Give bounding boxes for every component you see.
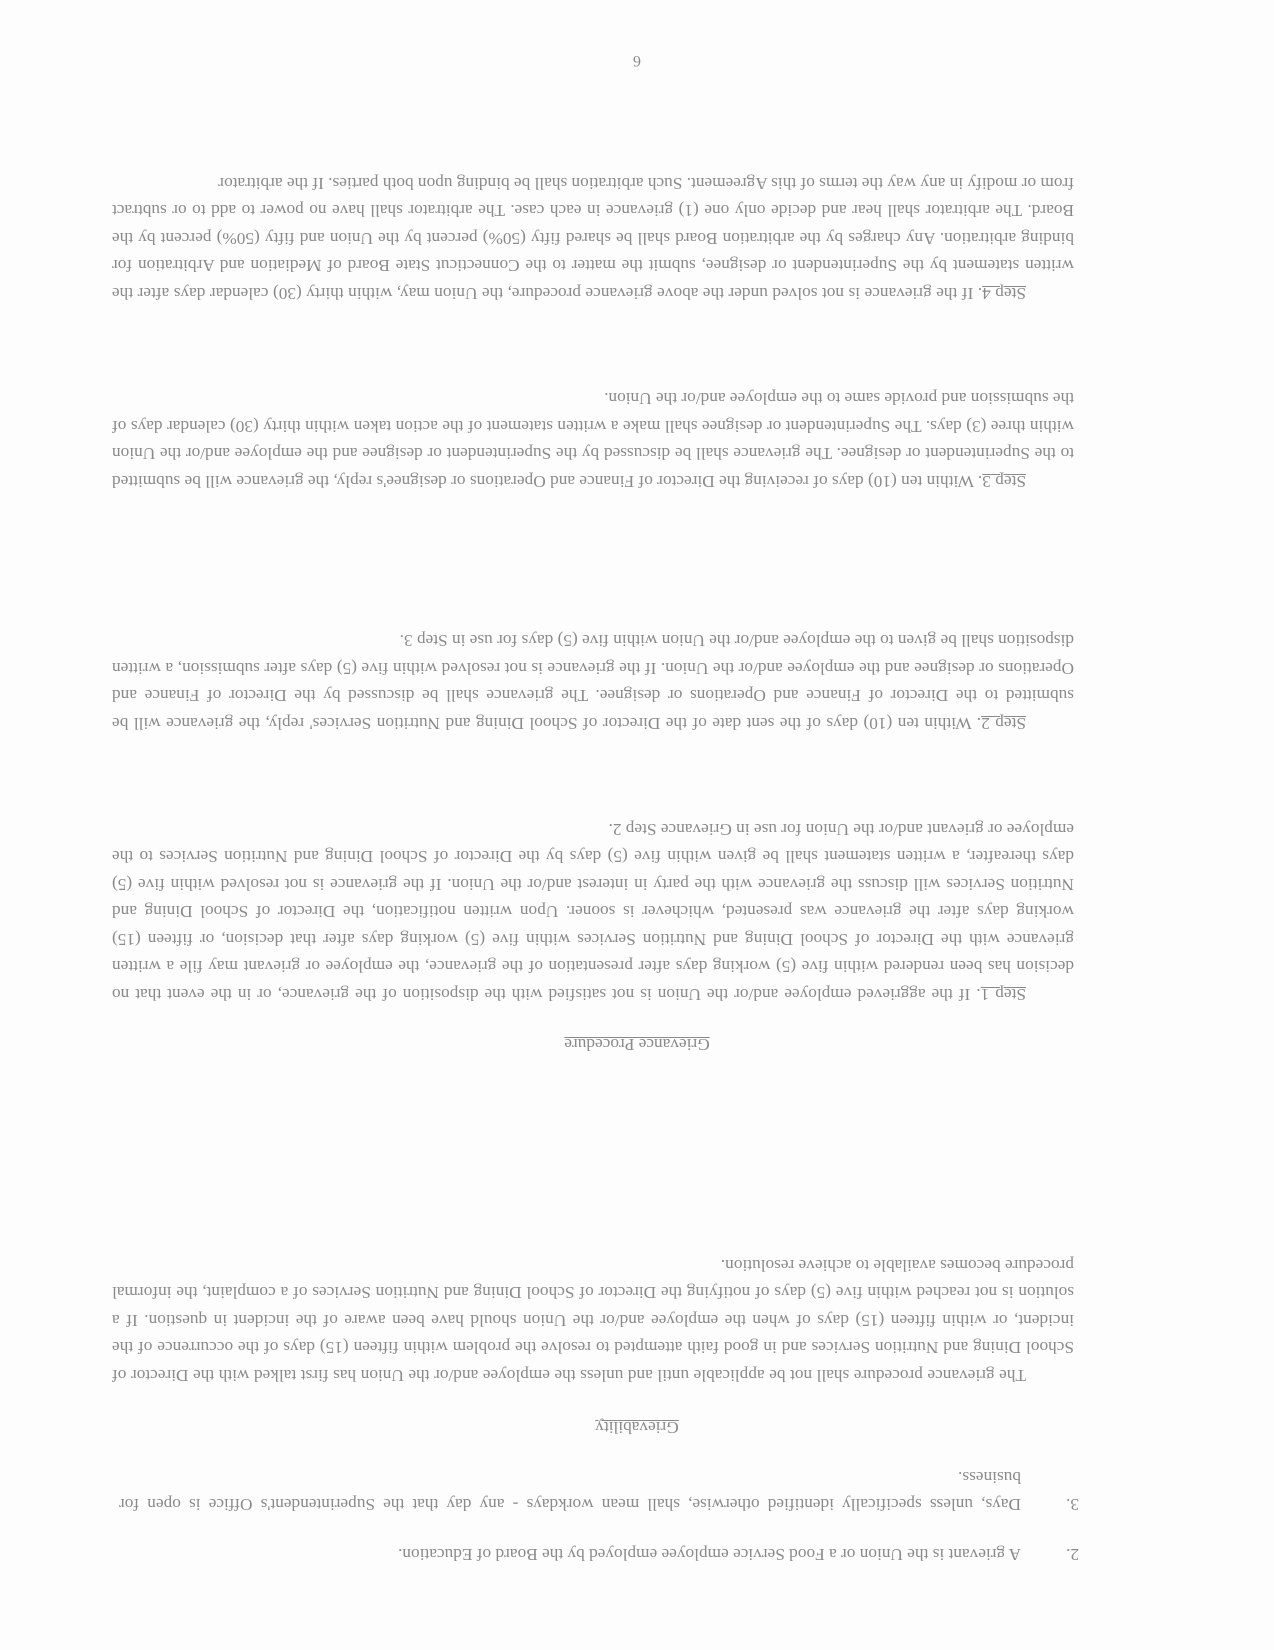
- definition-text: Days, unless specifically identified otherwise, shall mean workdays - any day that the Superintendent's Office is open for business.: [119, 1468, 1021, 1515]
- step-3-label: Step 3: [982, 472, 1026, 491]
- definition-number: 2.: [1066, 1545, 1079, 1564]
- step-2-text: Within ten (10) days of the sent date of the Director of School Dining and Nutrition Services' reply, the grievance will be submitted to the Director of Finance and Operations or designee. The grievance shall be discussed by the Director of Finance and Operations or designee and the employee and/or the Union. If the grievance is not resolved within five (5) days after submission, a written disposition shall be given to the employee and/or the Union within five (5) days for use in Step 3.: [112, 631, 1074, 733]
- grievance-procedure-heading: [0, 1033, 1274, 1055]
- definitions: [119, 1442, 1079, 1569]
- grievability-paragraph: [112, 1252, 1074, 1390]
- step-4-label: Step 4: [982, 284, 1026, 303]
- definition-text: A grievant is the Union or a Food Service employee employed by the Board of Education.: [398, 1545, 1021, 1564]
- grievability-text: The grievance procedure shall not be applicable until and unless the employee and/or the Union has first talked with the Director of School Dining and Nutrition Services and in good faith attempted to resolve the problem within fifteen (15) days of the occurrence of the incident, or within fifteen (15) days of when the employee and/or the Union should have been aware of the incident in question. If a solution is not reached within five (5) days of notifying the Director of School Dining and Nutrition Services of a complaint, the informal procedure becomes available to achieve resolution.: [112, 1256, 1074, 1385]
- definition-item: [119, 1541, 1079, 1569]
- step-4-text: If the grievance is not solved under the above grievance procedure, the Union may, within thirty (30) calendar days after the written statement by the Superintendent or designee, submit the matter to the Connecticut State Board of Mediation and Arbitration for binding arbitration. Any charges by the arbitration Board shall be shared fifty (50%) percent by the Union and fifty (50%) percent by the Board. The arbitrator shall hear and decide only one (1) grievance in each case. The arbitrator shall have no power to add to or subtract from or modify in any way the terms of this Agreement. Such arbitration shall be binding upon both parties. If the arbitrator: [112, 174, 1074, 303]
- grievability-heading-text: Grievability: [595, 1418, 679, 1437]
- step-4-paragraph: Step 4. If the grievance is not solved under the above grievance procedure, the Union may, within thirty (30) calendar days after the written statement by the Superintendent or designee, submit the matter to the Connecticut State Board of Mediation and Arbitration for binding arbitration. Any charges by the arbitration Board shall be shared fifty (50%) percent by the Union and fifty (50%) percent by the Board. The arbitrator shall hear and decide only one (1) grievance in each case. The arbitrator shall have no power to add to or subtract from or modify in any way the terms of this Agreement. Such arbitration shall be binding upon both parties. If the arbitrator: [112, 174, 1074, 303]
- page-number: 6: [633, 52, 641, 69]
- grievability-heading: [0, 1416, 1274, 1438]
- grievance-procedure-heading-text: Grievance Procedure: [564, 1035, 710, 1054]
- step-3-text: Within ten (10) days of receiving the Director of Finance and Operations or designee's reply, the grievance will be submitted to the Superintendent or designee. The grievance shall be discussed by the Superintendent or designee and the employee and/or the Union within three (3) days. The Superintendent or designee shall make a written statement of the action taken within thirty (30) calendar days of the submission and provide same to the employee and/or the Union.: [112, 389, 1074, 491]
- step-2-label: Step 2: [981, 714, 1026, 733]
- step-1-text: If the aggrieved employee and/or the Union is not satisfied with the disposition of the grievance, or in the event that no decision has been rendered within five (5) working days after presentation of the grievance, the employee or grievant may file a written grievance with the Director of School Dining and Nutrition Services within five (5) working days after that decision, or fifteen (15) working days after the grievance was presented, whichever is sooner. Upon written notification, the Director of School Dining and Nutrition Services will discuss the grievance with the party in interest and/or the Union. If the grievance is not resolved within five (5) days thereafter, a written statement shall be given within five (5) days by the Director of School Dining and Nutrition Services to the employee or grievant and/or the Union for use in Grievance Step 2.: [112, 820, 1074, 1004]
- definition-number: 3.: [1066, 1495, 1079, 1515]
- step-1-label: Step 1: [980, 985, 1026, 1004]
- step-1-paragraph: Step 1. If the aggrieved employee and/or the Union is not satisfied with the disposition of the grievance, or in the event that no decision has been rendered within five (5) working days after presentation of the grievance, the employee or grievant may file a written grievance with the Director of School Dining and Nutrition Services within five (5) working days after that decision, or fifteen (15) working days after the grievance was presented, whichever is sooner. Upon written notification, the Director of School Dining and Nutrition Services will discuss the grievance with the party in interest and/or the Union. If the grievance is not resolved within five (5) days thereafter, a written statement shall be given within five (5) days by the Director of School Dining and Nutrition Services to the employee or grievant and/or the Union for use in Grievance Step 2.: [112, 820, 1074, 1004]
- definition-item: [119, 1464, 1079, 1519]
- step-2-paragraph: Step 2. Within ten (10) days of the sent date of the Director of School Dining and Nutrition Services' reply, the grievance will be submitted to the Director of Finance and Operations or designee. The grievance shall be discussed by the Director of Finance and Operations or designee and the employee and/or the Union. If the grievance is not resolved within five (5) days after submission, a written disposition shall be given to the employee and/or the Union within five (5) days for use in Step 3.: [112, 631, 1074, 733]
- step-3-paragraph: Step 3. Within ten (10) days of receiving the Director of Finance and Operations or designee's reply, the grievance will be submitted to the Superintendent or designee. The grievance shall be discussed by the Superintendent or designee and the employee and/or the Union within three (3) days. The Superintendent or designee shall make a written statement of the action taken within thirty (30) calendar days of the submission and provide same to the employee and/or the Union.: [112, 389, 1074, 491]
